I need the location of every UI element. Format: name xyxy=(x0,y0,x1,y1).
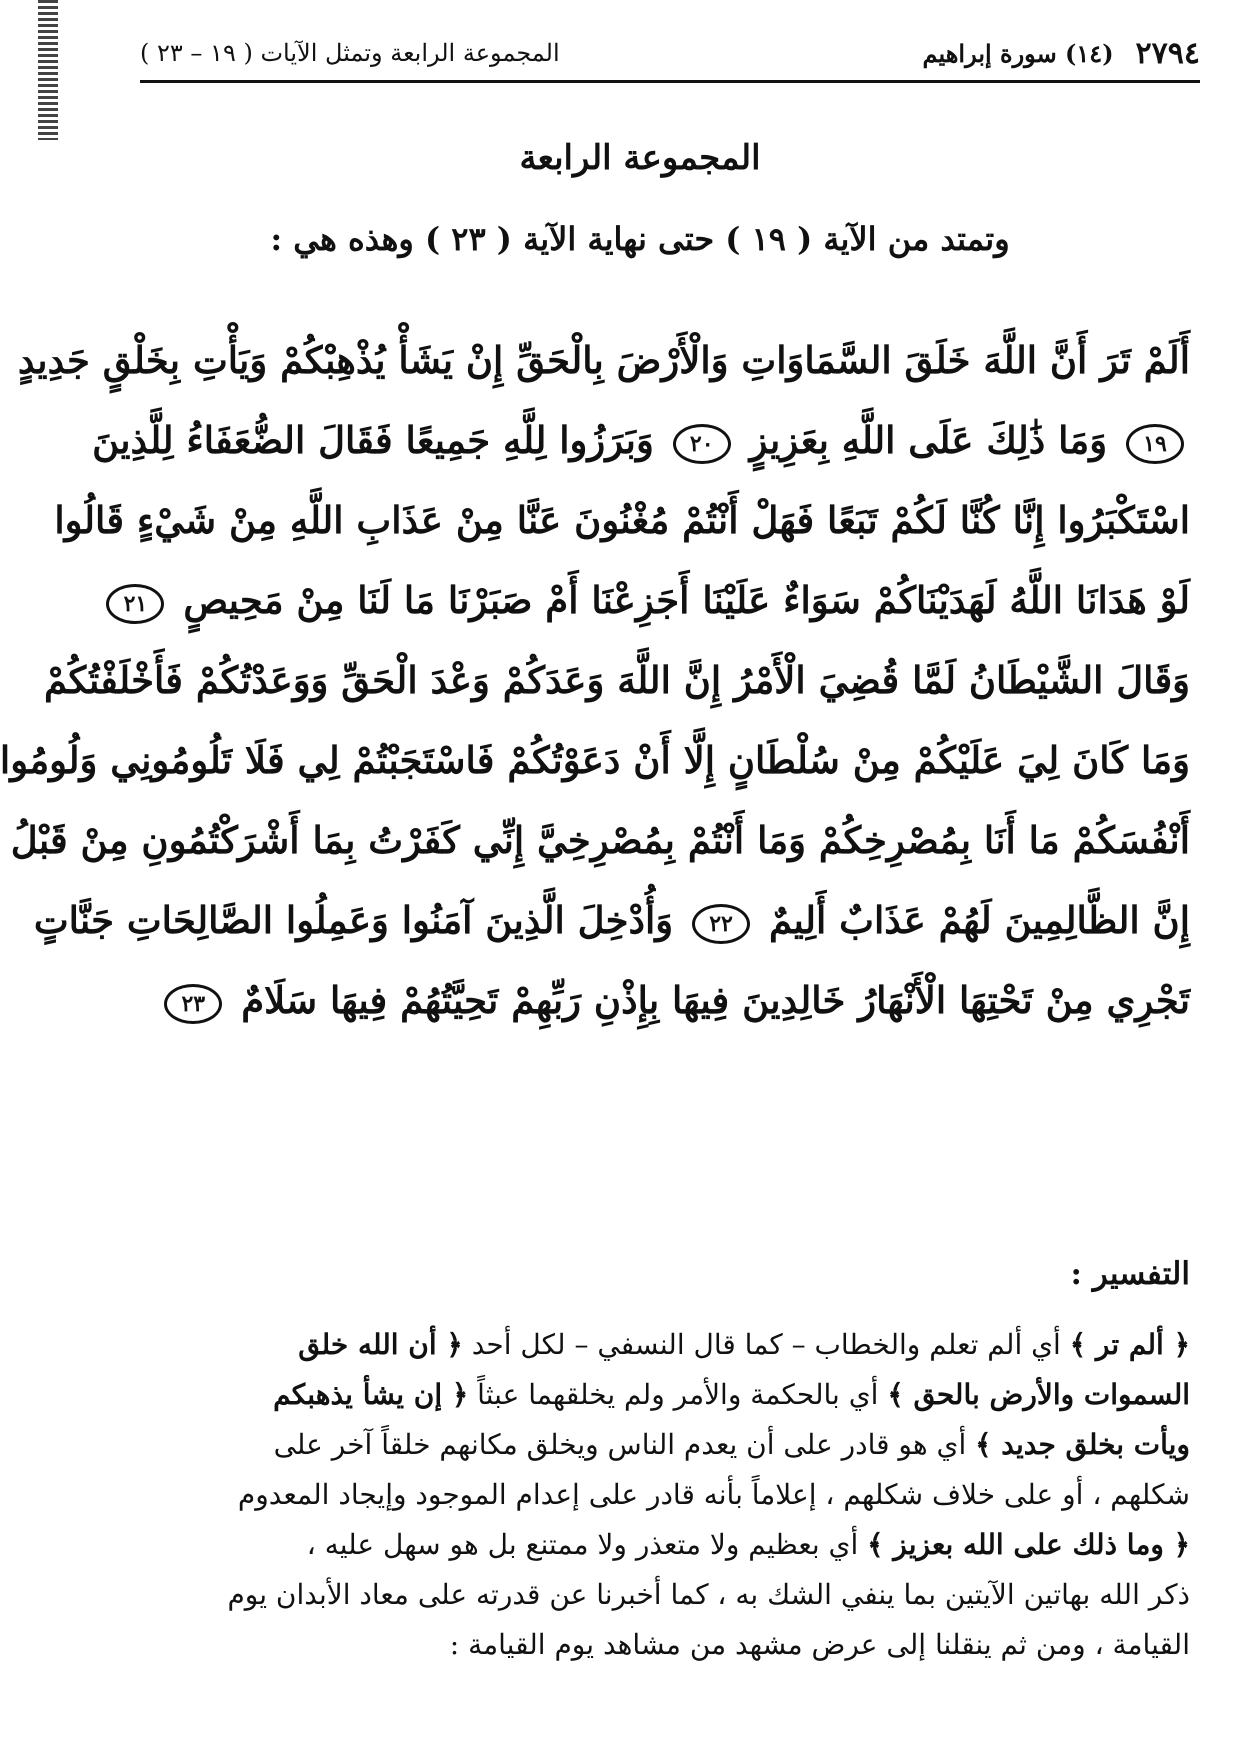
quoted-phrase: ﴿ وما ذلك على الله بعزيز ﴾ xyxy=(867,1528,1190,1561)
tafsir-line-5 xyxy=(150,1520,1190,1570)
verse-line-3: اسْتَكْبَرُوا إِنَّا كُنَّا لَكُمْ تَبَعًا فَهَلْ أَنْتُمْ مُغْنُونَ عَنَّا مِنْ عَذَابِ اللَّهِ مِنْ شَيْءٍ قَالُوا xyxy=(54,498,1190,542)
verse-line-7: أَنْفُسَكُمْ مَا أَنَا بِمُصْرِخِكُمْ وَمَا أَنْتُمْ بِمُصْرِخِيَّ إِنِّي كَفَرْتُ بِمَا أَشْرَكْتُمُونِ مِنْ قَبْلُ xyxy=(10,818,1190,862)
verse-line-2 xyxy=(92,400,1190,480)
commentary: القيامة ، ومن ثم ينقلنا إلى عرض مشهد من مشاهد يوم القيامة : xyxy=(449,1628,1190,1661)
verse-text: وَبَرَزُوا لِلَّهِ جَمِيعًا فَقَالَ الضُّعَفَاءُ لِلَّذِينَ xyxy=(92,418,654,462)
ayah-number-21: ٢١ xyxy=(106,584,164,624)
quoted-phrase: ﴿ أن الله خلق xyxy=(298,1328,463,1361)
tafsir-line-2 xyxy=(150,1370,1190,1420)
commentary: أي بالحكمة والأمر ولم يخلقهما عبثاً xyxy=(477,1378,879,1411)
tafsir-line-3 xyxy=(150,1420,1190,1470)
running-header xyxy=(140,30,1200,76)
tafsir-line-7 xyxy=(150,1620,1190,1670)
commentary: أي هو قادر على أن يعدم الناس ويخلق مكانهم خلقاً آخر على xyxy=(273,1428,967,1461)
ayah-number-20: ٢٠ xyxy=(673,424,731,464)
verse-line-5: وَقَالَ الشَّيْطَانُ لَمَّا قُضِيَ الْأَمْرُ إِنَّ اللَّهَ وَعَدَكُمْ وَعْدَ الْحَقِّ وَوَعَدْتُكُمْ فَأَخْلَفْتُكُمْ xyxy=(43,658,1190,702)
ayah-number-22: ٢٢ xyxy=(692,904,750,944)
verse-line-9 xyxy=(150,960,1190,1040)
tafsir-line-1 xyxy=(150,1320,1190,1370)
verse-line-8 xyxy=(33,880,1190,960)
quoted-phrase: ﴿ ألم تر ﴾ xyxy=(1069,1328,1190,1361)
quoted-phrase: ﴿ إن يشأ يذهبكم xyxy=(273,1378,469,1411)
header-rule xyxy=(140,80,1200,83)
verse-line-1: أَلَمْ تَرَ أَنَّ اللَّهَ خَلَقَ السَّمَاوَاتِ وَالْأَرْضَ بِالْحَقِّ إِنْ يَشَأْ يُذْهِبْكُمْ وَيَأْتِ بِخَلْقٍ جَدِيدٍ xyxy=(17,338,1190,382)
tafsir-body xyxy=(150,1320,1190,1670)
verse-text: وَمَا ذَٰلِكَ عَلَى اللَّهِ بِعَزِيزٍ xyxy=(749,418,1108,462)
page-number: ٢٧٩٤ xyxy=(1135,35,1200,71)
binding-edge xyxy=(38,0,58,140)
commentary: أي ألم تعلم والخطاب – كما قال النسفي – لكل أحد xyxy=(471,1328,1061,1361)
quran-verses xyxy=(0,320,1190,1040)
group-range: المجموعة الرابعة وتمثل الآيات ( ١٩ – ٢٣ ) xyxy=(140,39,560,67)
tafsir-line-4 xyxy=(150,1470,1190,1520)
verse-text: لَوْ هَدَانَا اللَّهُ لَهَدَيْنَاكُمْ سَوَاءٌ عَلَيْنَا أَجَزِعْنَا أَمْ صَبَرْنَا مَا لَنَا مِنْ مَحِيصٍ xyxy=(183,578,1190,622)
commentary: شكلهم ، أو على خلاف شكلهم ، إعلاماً بأنه قادر على إعدام الموجود وإيجاد المعدوم xyxy=(237,1478,1190,1511)
verse-line-4 xyxy=(123,560,1190,640)
commentary: أي بعظيم ولا متعذر ولا ممتنع بل هو سهل عليه ، xyxy=(306,1528,859,1561)
section-subtitle: وتمتد من الآية ( ١٩ ) حتى نهاية الآية ( ٢٣ ) وهذه هي : xyxy=(270,220,1010,258)
tafsir-heading: التفسير : xyxy=(1070,1256,1190,1292)
verse-text: إِنَّ الظَّالِمِينَ لَهُمْ عَذَابٌ أَلِيمٌ xyxy=(768,898,1190,942)
verse-text: وَأُدْخِلَ الَّذِينَ آمَنُوا وَعَمِلُوا الصَّالِحَاتِ جَنَّاتٍ xyxy=(33,898,674,942)
commentary: ذكر الله بهاتين الآيتين بما ينفي الشك به ، كما أخبرنا عن قدرته على معاد الأبدان يوم xyxy=(227,1578,1190,1611)
ayah-number-19: ١٩ xyxy=(1126,424,1184,464)
quoted-phrase: السموات والأرض بالحق ﴾ xyxy=(887,1378,1190,1411)
verse-text: تَجْرِي مِنْ تَحْتِهَا الْأَنْهَارُ خَالِدِينَ فِيهَا بِإِذْنِ رَبِّهِمْ تَحِيَّتُهُمْ فِيهَا سَلَامٌ xyxy=(241,978,1190,1022)
surah-name: (١٤) سورة إبراهيم xyxy=(922,38,1114,68)
tafsir-line-6 xyxy=(150,1570,1190,1620)
ayah-number-23: ٢٣ xyxy=(164,984,222,1024)
quoted-phrase: ويأت بخلق جديد ﴾ xyxy=(975,1428,1190,1461)
verse-line-6: وَمَا كَانَ لِيَ عَلَيْكُمْ مِنْ سُلْطَانٍ إِلَّا أَنْ دَعَوْتُكُمْ فَاسْتَجَبْتُمْ لِي فَلَا تَلُومُونِي وَلُومُوا xyxy=(0,738,1190,782)
section-title: المجموعة الرابعة xyxy=(519,138,761,178)
